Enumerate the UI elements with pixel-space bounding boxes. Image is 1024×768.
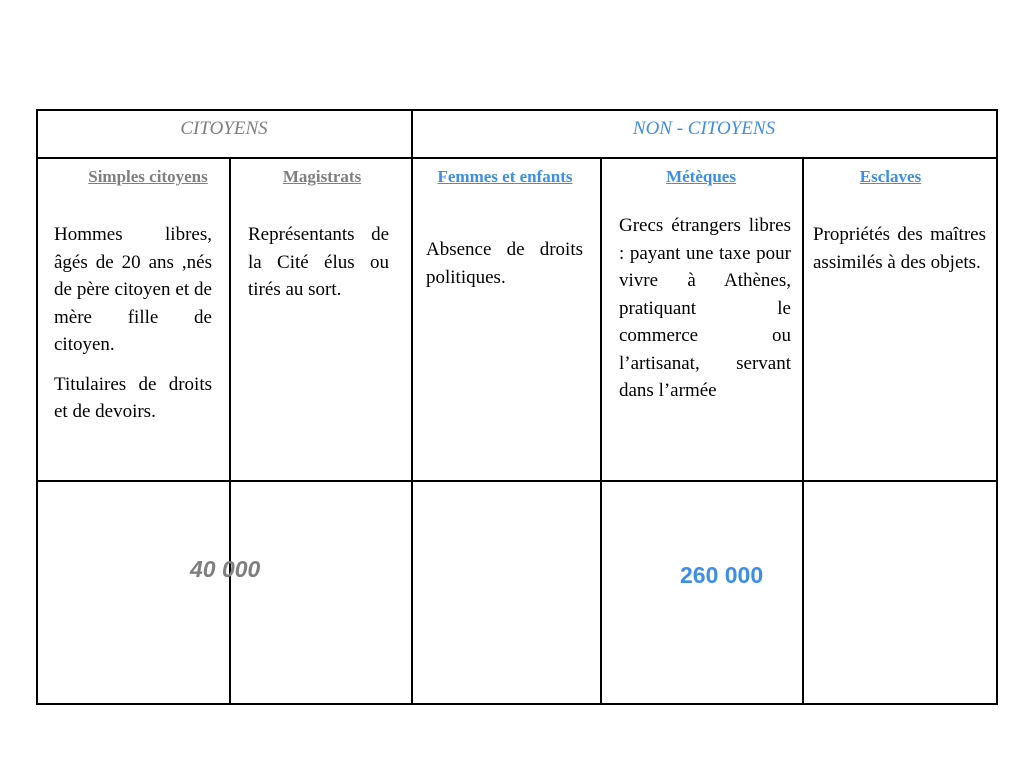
description-paragraph: Hommes libres, âgés de 20 ans ,nés de père citoyen et de mère fille de citoyen. (54, 224, 212, 355)
group-divider (411, 109, 413, 704)
count-non-citoyens: 260 000 (680, 562, 764, 588)
column-title-simples-citoyens: Simples citoyens (88, 167, 208, 186)
description-magistrats (248, 221, 389, 304)
header-divider (36, 157, 998, 159)
table-border-bottom (36, 703, 998, 705)
column-title-meteques: Métèques (666, 167, 736, 186)
description-paragraph: Titulaires de droits et de devoirs. (54, 373, 212, 422)
column-divider (802, 157, 804, 704)
description-simples-citoyens (54, 221, 212, 426)
table-border-right (996, 109, 998, 704)
header-non-citoyens: NON - CITOYENS (632, 118, 776, 139)
description-paragraph: Absence de droits politiques. (426, 239, 583, 288)
description-esclaves (813, 221, 986, 276)
column-title-magistrats: Magistrats (282, 167, 362, 186)
column-divider (229, 157, 231, 704)
count-citoyens: 40 000 (190, 556, 261, 582)
description-meteques (619, 212, 791, 405)
description-paragraph: Grecs étrangers libres : payant une taxe pour vivre à Athènes, pratiquant le commerce ou l’artisanat, servant dans l’armée (619, 215, 791, 401)
column-title-femmes-enfants: Femmes et enfants (437, 167, 573, 186)
header-citoyens: CITOYENS (180, 118, 268, 139)
column-divider (600, 157, 602, 704)
description-paragraph: Représentants de la Cité élus ou tirés au sort. (248, 224, 389, 300)
description-femmes-enfants (426, 236, 583, 291)
column-title-esclaves: Esclaves (859, 167, 922, 186)
description-paragraph: Propriétés des maîtres assimilés à des objets. (813, 224, 986, 273)
table-border-left (36, 109, 38, 704)
table-border-top (36, 109, 998, 111)
row-divider (36, 480, 998, 482)
